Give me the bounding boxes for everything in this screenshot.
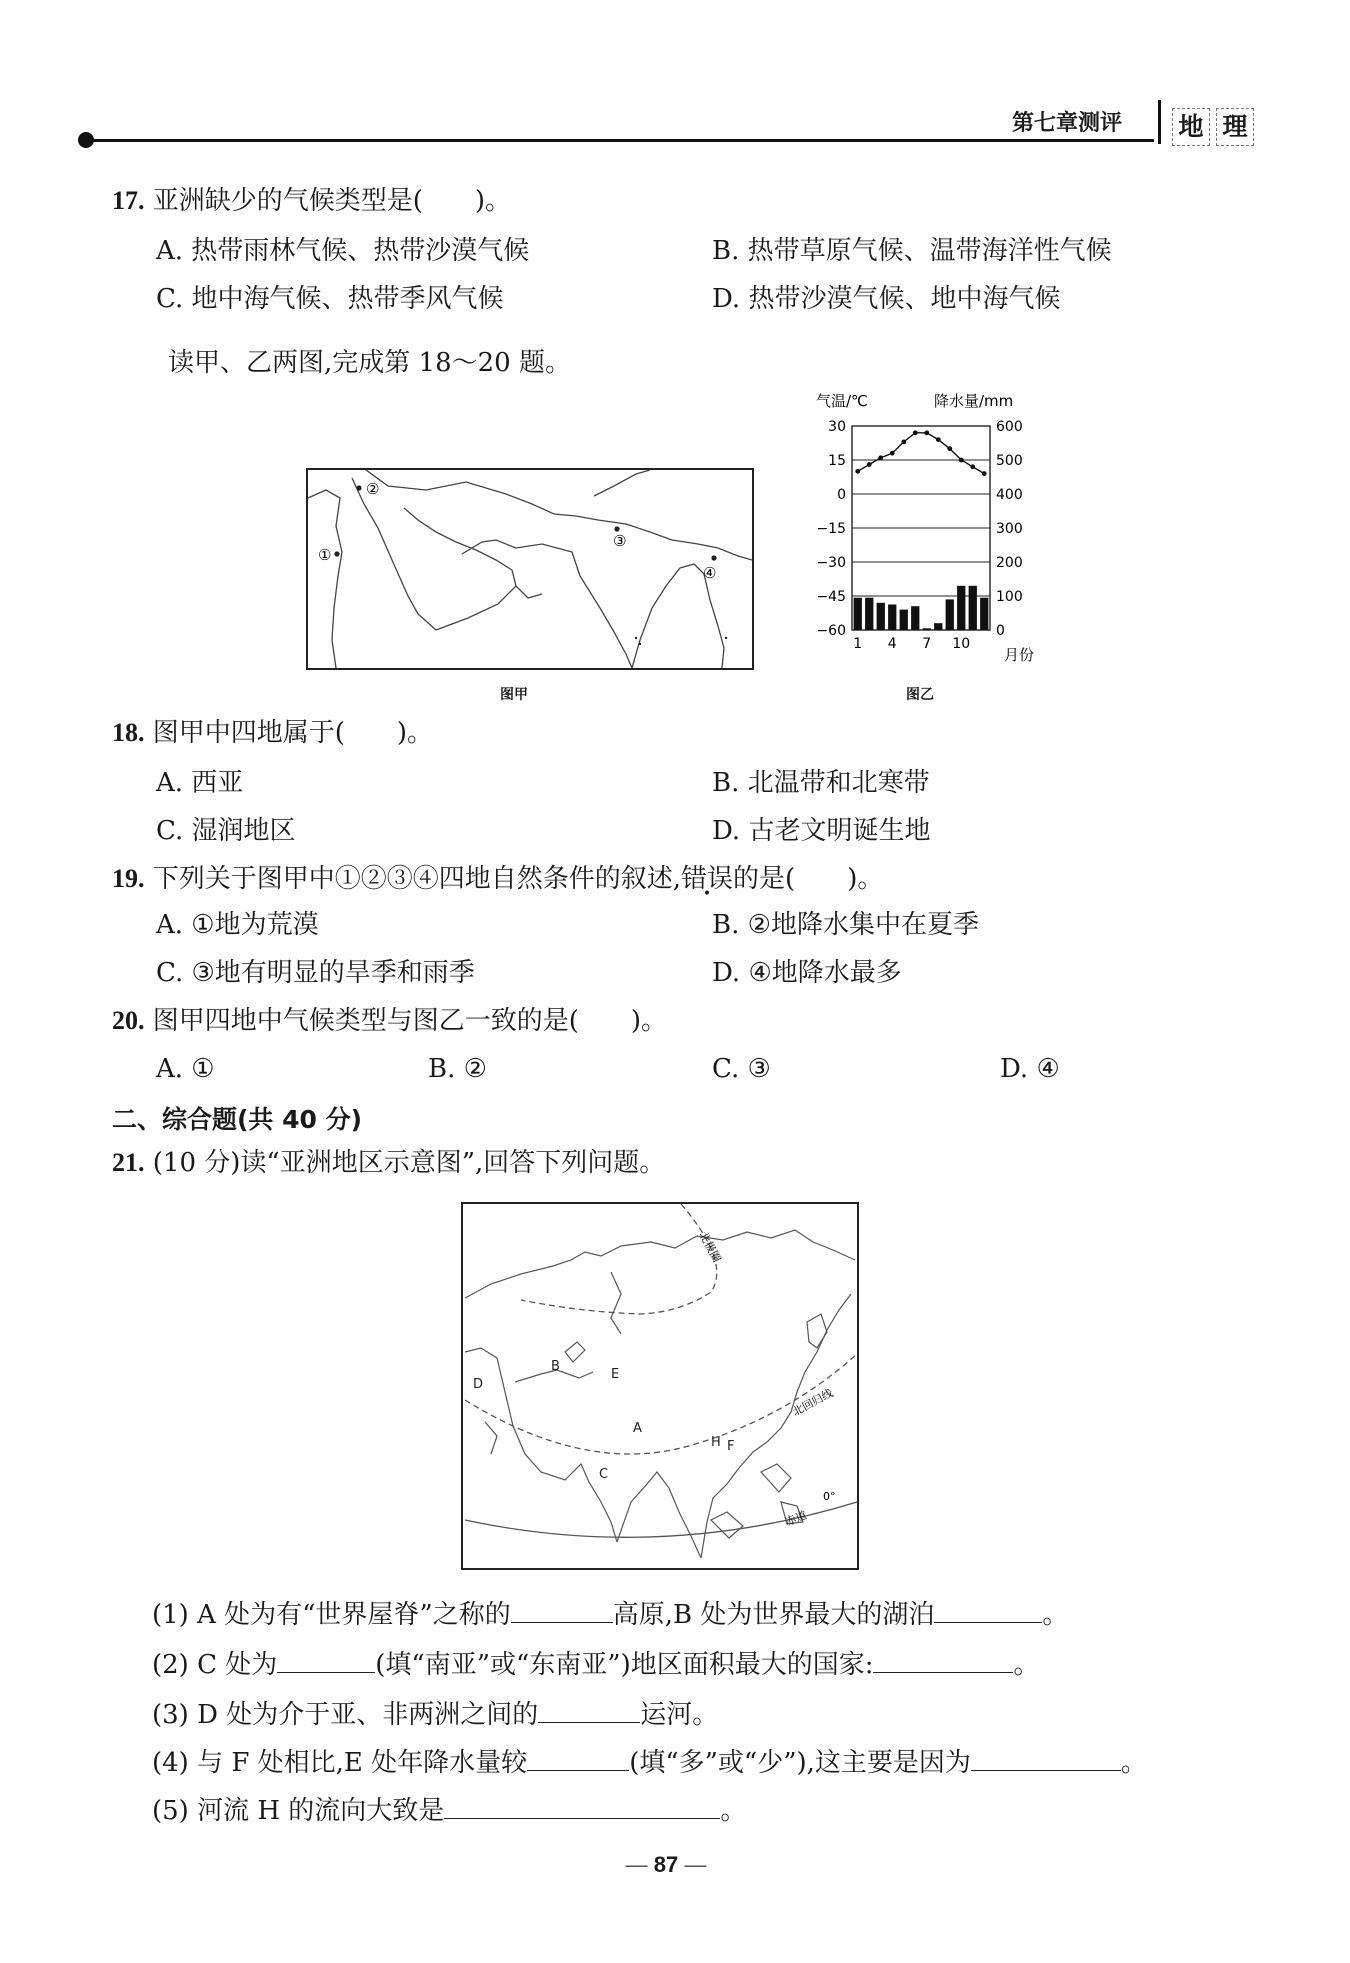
q20-option-b: B. ② — [428, 1054, 487, 1084]
chart-yi-precip-bar — [877, 603, 885, 630]
q20-option-c: C. ③ — [712, 1054, 771, 1084]
chart-yi-temp-point — [890, 451, 895, 456]
map-jia — [306, 468, 754, 670]
sub2-blank-2[interactable] — [873, 1646, 1013, 1673]
chart-yi-precip-bar — [923, 628, 931, 630]
chart-yi-precip-bar — [946, 599, 954, 630]
sub5-text-a: (5) 河流 H 的流向大致是 — [152, 1796, 445, 1826]
chart-yi-precip-bar — [969, 586, 977, 630]
sub5-blank-1[interactable] — [444, 1792, 720, 1819]
intro-text: 读甲、乙两图,完成第 18～20 题。 — [168, 348, 571, 378]
sub2-text-b: (填“南亚”或“东南亚”)地区面积最大的国家: — [375, 1650, 874, 1680]
map-jia-marker-2: ② — [366, 480, 380, 498]
q20-option-a: A. ① — [156, 1054, 215, 1084]
map-jia-caption: 图甲 — [500, 687, 528, 703]
q19-option-b: B. ②地降水集中在夏季 — [712, 910, 979, 940]
asia-equator-label: 赤道 — [783, 1508, 809, 1529]
chart-yi-left-tick: 30 — [828, 419, 846, 435]
chapter-title: 第七章测评 — [1012, 111, 1123, 136]
chart-yi-precip-bar — [934, 623, 942, 630]
chart-yi-temp-point — [970, 464, 975, 469]
chart-yi-right-tick: 200 — [996, 555, 1023, 571]
asia-label-a: A — [633, 1421, 642, 1436]
chart-yi-left-tick: −45 — [816, 589, 846, 605]
map-jia-marker-4: ④ — [703, 564, 717, 582]
q19-stem-b: 的是( )。 — [733, 864, 884, 894]
q17-option-b: B. 热带草原气候、温带海洋性气候 — [712, 236, 1112, 266]
map-jia-marker-3: ③ — [613, 532, 627, 550]
q21-number: 21. — [112, 1148, 145, 1177]
sub4-text-a: (4) 与 F 处相比,E 处年降水量较 — [152, 1748, 528, 1778]
q21-stem-line — [112, 1146, 665, 1180]
sub3-text-a: (3) D 处为介于亚、非两洲之间的 — [152, 1700, 539, 1730]
chart-yi-precip-bar — [854, 598, 862, 630]
chart-yi-temp-line — [858, 433, 985, 474]
chart-yi-left-tick: −15 — [816, 521, 846, 537]
sub2-text-a: (2) C 处为 — [152, 1650, 278, 1680]
q18-option-a: A. 西亚 — [156, 768, 244, 798]
chart-yi-month-tick: 10 — [952, 636, 971, 652]
sub4-blank-2[interactable] — [971, 1744, 1121, 1771]
q19-option-c: C. ③地有明显的旱季和雨季 — [156, 958, 475, 988]
q19-stem-emphasis: 错误 — [681, 864, 734, 894]
chart-yi-right-tick: 400 — [996, 487, 1023, 503]
chart-yi-month-label: 月份 — [1004, 646, 1035, 664]
chart-yi-right-title: 降水量/mm — [934, 392, 1014, 410]
q21-sub-5 — [152, 1792, 746, 1828]
chart-yi-right-tick: 300 — [996, 521, 1023, 537]
q21-sub-1 — [152, 1596, 1068, 1632]
q18-stem-line — [112, 716, 433, 750]
q20-stem: 图甲四地中气候类型与图乙一致的是( )。 — [152, 1006, 668, 1036]
asia-arctic-label: 北极圈 — [696, 1229, 724, 1265]
asia-label-h: H — [711, 1435, 721, 1450]
chart-yi-temp-point — [867, 462, 872, 467]
sub1-text-c: 。 — [1042, 1600, 1069, 1630]
q17-option-a: A. 热带雨林气候、热带沙漠气候 — [156, 236, 530, 266]
chart-yi-temp-point — [947, 446, 952, 451]
chart-yi-precip-bar — [888, 605, 896, 631]
q18-option-d: D. 古老文明诞生地 — [712, 816, 931, 846]
chart-yi-temp-point — [913, 430, 918, 435]
chart-yi-precip-bar — [957, 586, 965, 630]
q19-stem-a: 下列关于图甲中①②③④四地自然条件的叙述, — [152, 864, 682, 894]
header-divider — [1158, 100, 1161, 144]
sub2-blank-1[interactable] — [277, 1646, 375, 1673]
sub1-blank-1[interactable] — [511, 1596, 613, 1623]
q20-option-d: D. ④ — [1000, 1054, 1060, 1084]
q17-option-d: D. 热带沙漠气候、地中海气候 — [712, 284, 1061, 314]
sub1-text-a: (1) A 处为有“世界屋脊”之称的 — [152, 1600, 511, 1630]
chart-yi-temp-point — [855, 469, 860, 474]
asia-label-c: C — [599, 1467, 609, 1482]
asia-label-b: B — [551, 1359, 560, 1374]
q17-stem-line — [112, 184, 511, 218]
chart-yi-temp-point — [924, 430, 929, 435]
chart-yi-left-tick: −30 — [816, 555, 846, 571]
chart-yi-temp-point — [901, 439, 906, 444]
chart-yi-month-tick: 1 — [853, 636, 863, 652]
asia-label-d: D — [473, 1377, 484, 1392]
sub3-blank-1[interactable] — [538, 1696, 640, 1723]
sub4-text-c: 。 — [1120, 1748, 1147, 1778]
page-number: 87 — [653, 1852, 679, 1877]
chart-yi-left-title: 气温/℃ — [816, 392, 868, 410]
chart-yi-precip-bar — [865, 598, 873, 630]
subject-char-1: 地 — [1172, 108, 1210, 146]
sub4-blank-1[interactable] — [527, 1744, 629, 1771]
chart-yi-temp-point — [959, 458, 964, 463]
chart-yi-right-tick: 0 — [996, 623, 1005, 639]
q17-stem: 亚洲缺少的气候类型是( )。 — [152, 186, 512, 216]
sub3-text-b: 运河。 — [640, 1700, 719, 1730]
sub5-text-b: 。 — [720, 1796, 747, 1826]
chart-yi — [798, 388, 1078, 668]
q21-sub-3 — [152, 1696, 718, 1732]
q19-stem-line — [112, 862, 883, 896]
chart-yi-right-tick: 600 — [996, 419, 1023, 435]
chart-yi-temp-point — [878, 455, 883, 460]
q21-sub-2 — [152, 1646, 1040, 1682]
chart-yi-precip-bar — [911, 606, 919, 630]
sub4-text-b: (填“多”或“少”),这主要是因为 — [629, 1748, 971, 1778]
asia-label-f: F — [727, 1439, 735, 1454]
q20-number: 20. — [112, 1006, 145, 1035]
chart-yi-month-tick: 7 — [922, 636, 932, 652]
q17-option-c: C. 地中海气候、热带季风气候 — [156, 284, 504, 314]
q17-number: 17. — [112, 186, 145, 215]
chart-yi-temp-point — [936, 437, 941, 442]
subject-char-2: 理 — [1216, 108, 1254, 146]
q21-sub-4 — [152, 1744, 1147, 1780]
chart-yi-right-tick: 100 — [996, 589, 1023, 605]
asia-tropic-label: 北回归线 — [790, 1386, 836, 1419]
chart-yi-left-tick: −60 — [816, 623, 846, 639]
chart-yi-caption: 图乙 — [906, 687, 934, 703]
q21-stem: (10 分)读“亚洲地区示意图”,回答下列问题。 — [152, 1148, 666, 1178]
page-number-line: — 87 — — [625, 1852, 707, 1877]
sub1-blank-2[interactable] — [934, 1596, 1042, 1623]
chart-yi-precip-bar — [980, 598, 988, 630]
chart-yi-temp-point — [982, 471, 987, 476]
chart-yi-left-tick: 0 — [837, 487, 846, 503]
sub2-text-c: 。 — [1013, 1650, 1040, 1680]
chart-yi-right-tick: 500 — [996, 453, 1023, 469]
q20-stem-line — [112, 1004, 667, 1038]
header-rule — [86, 139, 1154, 142]
q19-number: 19. — [112, 864, 145, 893]
map-jia-marker-1: ① — [318, 546, 332, 564]
asia-label-e: E — [611, 1367, 620, 1382]
chart-yi-precip-bar — [900, 610, 908, 630]
asia-map — [461, 1202, 859, 1570]
sub1-text-b: 高原,B 处为世界最大的湖泊 — [612, 1600, 935, 1630]
section-2-title: 二、综合题(共 40 分) — [112, 1105, 363, 1134]
q19-option-d: D. ④地降水最多 — [712, 958, 902, 988]
q19-option-a: A. ①地为荒漠 — [156, 910, 319, 940]
chart-yi-left-tick: 15 — [828, 453, 846, 469]
q18-option-c: C. 湿润地区 — [156, 816, 296, 846]
q18-number: 18. — [112, 718, 145, 747]
chart-yi-month-tick: 4 — [887, 636, 897, 652]
asia-zero-label: 0° — [823, 1490, 836, 1503]
q18-stem: 图甲中四地属于( )。 — [152, 718, 434, 748]
q18-option-b: B. 北温带和北寒带 — [712, 768, 930, 798]
